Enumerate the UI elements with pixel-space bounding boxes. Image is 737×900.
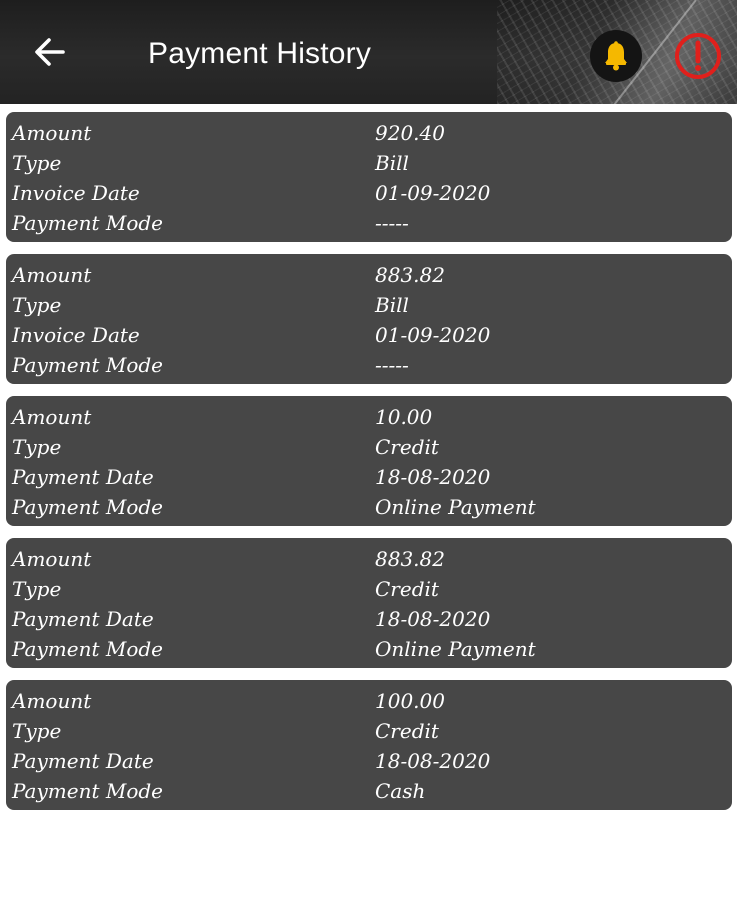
payment-field-row (12, 260, 732, 290)
payment-field-row (12, 686, 732, 716)
payment-field-row (12, 776, 732, 806)
field-value: 01-09-2020 (375, 323, 491, 347)
field-value: ----- (375, 353, 409, 377)
field-value: 18-08-2020 (375, 465, 491, 489)
field-value: 18-08-2020 (375, 607, 491, 631)
field-value: ----- (375, 211, 409, 235)
payment-field-row (12, 634, 732, 664)
field-label: Invoice Date (12, 323, 140, 347)
field-label: Payment Date (12, 749, 154, 773)
page-title: Payment History (148, 37, 372, 70)
field-label: Type (12, 293, 62, 317)
field-label: Amount (12, 263, 92, 287)
payment-field-row (12, 320, 732, 350)
payment-field-row (12, 492, 732, 522)
payment-field-row (12, 350, 732, 380)
field-value: 10.00 (375, 405, 433, 429)
field-label: Type (12, 577, 62, 601)
payment-card[interactable] (6, 254, 732, 384)
field-label: Invoice Date (12, 181, 140, 205)
payment-list (6, 112, 732, 822)
arrow-left-icon (33, 35, 67, 69)
payment-field-row (12, 148, 732, 178)
field-label: Payment Mode (12, 779, 164, 803)
field-value: Credit (375, 435, 439, 459)
field-label: Type (12, 151, 62, 175)
field-label: Amount (12, 405, 92, 429)
notifications-button[interactable] (590, 30, 642, 82)
field-value: Credit (375, 719, 439, 743)
field-value: 883.82 (375, 263, 445, 287)
field-label: Payment Mode (12, 211, 164, 235)
field-label: Type (12, 719, 62, 743)
field-label: Amount (12, 689, 92, 713)
payment-field-row (12, 716, 732, 746)
field-value: Bill (375, 151, 409, 175)
field-value: 920.40 (375, 121, 445, 145)
payment-field-row (12, 604, 732, 634)
payment-field-row (12, 544, 732, 574)
payment-field-row (12, 462, 732, 492)
payment-field-row (12, 746, 732, 776)
field-label: Payment Date (12, 607, 154, 631)
field-value: 100.00 (375, 689, 445, 713)
payment-field-row (12, 290, 732, 320)
field-label: Amount (12, 547, 92, 571)
alert-circle-icon (673, 31, 723, 81)
field-value: 18-08-2020 (375, 749, 491, 773)
payment-field-row (12, 178, 732, 208)
payment-card[interactable] (6, 396, 732, 526)
field-value: Bill (375, 293, 409, 317)
payment-card[interactable] (6, 112, 732, 242)
app-header (0, 0, 737, 104)
alert-button[interactable] (672, 30, 724, 82)
payment-card[interactable] (6, 538, 732, 668)
payment-field-row (12, 574, 732, 604)
field-label: Payment Date (12, 465, 154, 489)
payment-field-row (12, 402, 732, 432)
field-value: Cash (375, 779, 426, 803)
field-value: 01-09-2020 (375, 181, 491, 205)
field-label: Payment Mode (12, 353, 164, 377)
field-value: Online Payment (375, 637, 536, 661)
field-label: Payment Mode (12, 495, 164, 519)
field-value: 883.82 (375, 547, 445, 571)
payment-field-row (12, 118, 732, 148)
back-button[interactable] (28, 30, 72, 74)
field-label: Amount (12, 121, 92, 145)
bell-icon (600, 40, 632, 72)
payment-field-row (12, 208, 732, 238)
field-value: Online Payment (375, 495, 536, 519)
field-label: Type (12, 435, 62, 459)
payment-card[interactable] (6, 680, 732, 810)
field-label: Payment Mode (12, 637, 164, 661)
payment-field-row (12, 432, 732, 462)
field-value: Credit (375, 577, 439, 601)
